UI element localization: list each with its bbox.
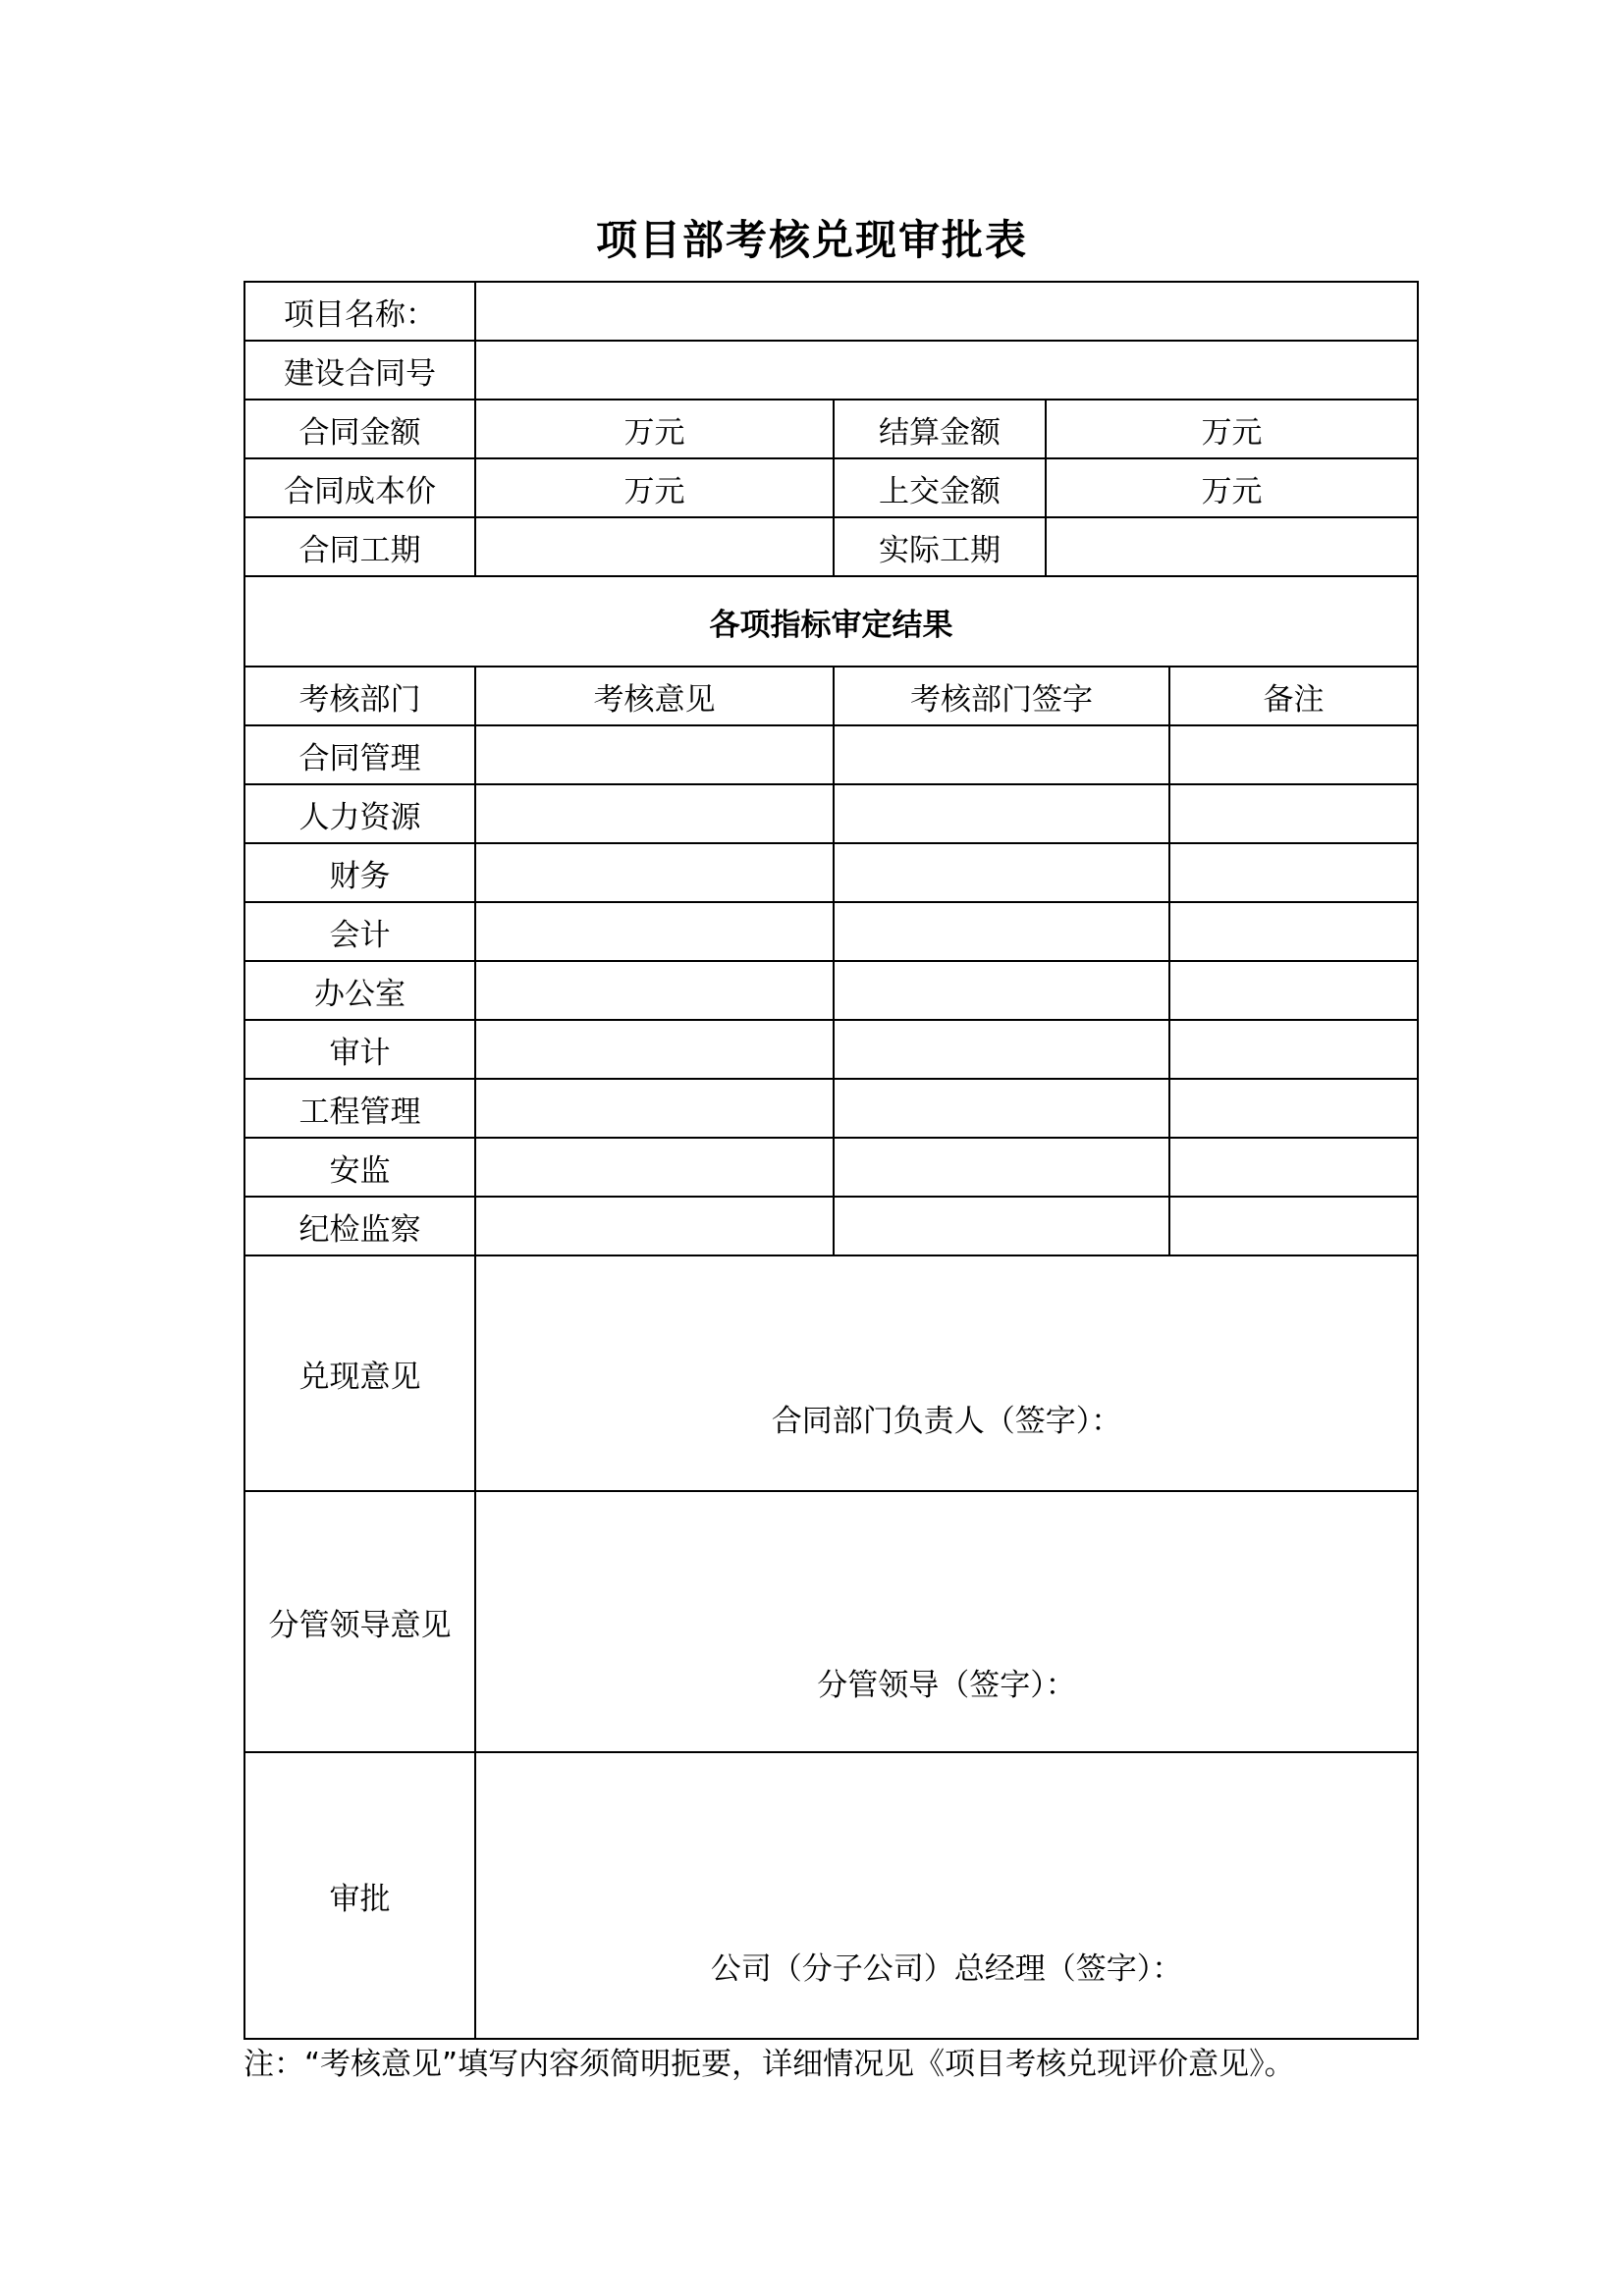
opinion-cell[interactable] <box>475 961 834 1020</box>
footnote: 注：“考核意见”填写内容须简明扼要，详细情况见《项目考核兑现评价意见》。 <box>244 2047 1295 2082</box>
department-name: 办公室 <box>244 961 475 1020</box>
row-approval <box>244 1752 1418 2039</box>
header-department: 考核部门 <box>244 667 475 725</box>
table-row <box>244 1197 1418 1255</box>
settlement-amount-field[interactable]: 万元 <box>1046 400 1418 458</box>
department-name: 安监 <box>244 1138 475 1197</box>
approval-label: 审批 <box>244 1752 475 2039</box>
contract-amount-field[interactable]: 万元 <box>475 400 834 458</box>
contract-cost-field[interactable]: 万元 <box>475 458 834 517</box>
settlement-amount-label: 结算金额 <box>834 400 1046 458</box>
contract-no-label: 建设合同号 <box>244 341 475 400</box>
leader-signature-label: 分管领导（签字）： <box>817 1668 1076 1703</box>
table-row <box>244 784 1418 843</box>
remarks-cell[interactable] <box>1169 1020 1418 1079</box>
signature-cell[interactable] <box>834 1197 1169 1255</box>
row-contract-amount <box>244 400 1418 458</box>
remarks-cell[interactable] <box>1169 784 1418 843</box>
project-name-label: 项目名称： <box>244 282 475 341</box>
department-name: 合同管理 <box>244 725 475 784</box>
signature-cell[interactable] <box>834 784 1169 843</box>
row-period <box>244 517 1418 576</box>
actual-period-field[interactable] <box>1046 517 1418 576</box>
contract-cost-label: 合同成本价 <box>244 458 475 517</box>
signature-cell[interactable] <box>834 1079 1169 1138</box>
signature-cell[interactable] <box>834 1020 1169 1079</box>
header-signature: 考核部门签字 <box>834 667 1169 725</box>
table-row <box>244 902 1418 961</box>
opinion-cell[interactable] <box>475 784 834 843</box>
remarks-cell[interactable] <box>1169 1138 1418 1197</box>
opinion-cell[interactable] <box>475 1020 834 1079</box>
signature-cell[interactable] <box>834 1138 1169 1197</box>
header-remarks: 备注 <box>1169 667 1418 725</box>
contract-period-field[interactable] <box>475 517 834 576</box>
approval-signature-label: 公司（分子公司）总经理（签字）： <box>710 1951 1183 1987</box>
approval-form-table <box>244 281 1419 2040</box>
department-name: 审计 <box>244 1020 475 1079</box>
department-name: 财务 <box>244 843 475 902</box>
redeem-opinion-field[interactable] <box>475 1255 1418 1491</box>
row-redeem-opinion <box>244 1255 1418 1491</box>
table-row <box>244 1020 1418 1079</box>
signature-cell[interactable] <box>834 961 1169 1020</box>
signature-cell[interactable] <box>834 843 1169 902</box>
table-row <box>244 1079 1418 1138</box>
department-name: 人力资源 <box>244 784 475 843</box>
opinion-cell[interactable] <box>475 1197 834 1255</box>
leader-opinion-field[interactable] <box>475 1491 1418 1752</box>
department-name: 工程管理 <box>244 1079 475 1138</box>
row-section-title <box>244 576 1418 667</box>
opinion-cell[interactable] <box>475 1079 834 1138</box>
actual-period-label: 实际工期 <box>834 517 1046 576</box>
opinion-cell[interactable] <box>475 902 834 961</box>
remarks-cell[interactable] <box>1169 902 1418 961</box>
table-row <box>244 961 1418 1020</box>
contract-period-label: 合同工期 <box>244 517 475 576</box>
opinion-cell[interactable] <box>475 843 834 902</box>
remarks-cell[interactable] <box>1169 1197 1418 1255</box>
remarks-cell[interactable] <box>1169 725 1418 784</box>
signature-cell[interactable] <box>834 902 1169 961</box>
table-row <box>244 843 1418 902</box>
remarks-cell[interactable] <box>1169 843 1418 902</box>
form-title: 项目部考核兑现审批表 <box>595 216 1028 264</box>
remarks-cell[interactable] <box>1169 1079 1418 1138</box>
opinion-cell[interactable] <box>475 1138 834 1197</box>
row-project-name <box>244 282 1418 341</box>
leader-opinion-label: 分管领导意见 <box>244 1491 475 1752</box>
signature-cell[interactable] <box>834 725 1169 784</box>
table-row <box>244 1138 1418 1197</box>
row-leader-opinion <box>244 1491 1418 1752</box>
section-title: 各项指标审定结果 <box>244 576 1418 667</box>
department-name: 纪检监察 <box>244 1197 475 1255</box>
remit-amount-field[interactable]: 万元 <box>1046 458 1418 517</box>
remit-amount-label: 上交金额 <box>834 458 1046 517</box>
opinion-cell[interactable] <box>475 725 834 784</box>
redeem-opinion-label: 兑现意见 <box>244 1255 475 1491</box>
table-row <box>244 725 1418 784</box>
project-name-field[interactable] <box>475 282 1418 341</box>
department-name: 会计 <box>244 902 475 961</box>
remarks-cell[interactable] <box>1169 961 1418 1020</box>
redeem-signature-label: 合同部门负责人（签字）： <box>771 1404 1122 1439</box>
contract-no-field[interactable] <box>475 341 1418 400</box>
review-header-row <box>244 667 1418 725</box>
approval-field[interactable] <box>475 1752 1418 2039</box>
contract-amount-label: 合同金额 <box>244 400 475 458</box>
header-opinion: 考核意见 <box>475 667 834 725</box>
row-contract-no <box>244 341 1418 400</box>
row-contract-cost <box>244 458 1418 517</box>
